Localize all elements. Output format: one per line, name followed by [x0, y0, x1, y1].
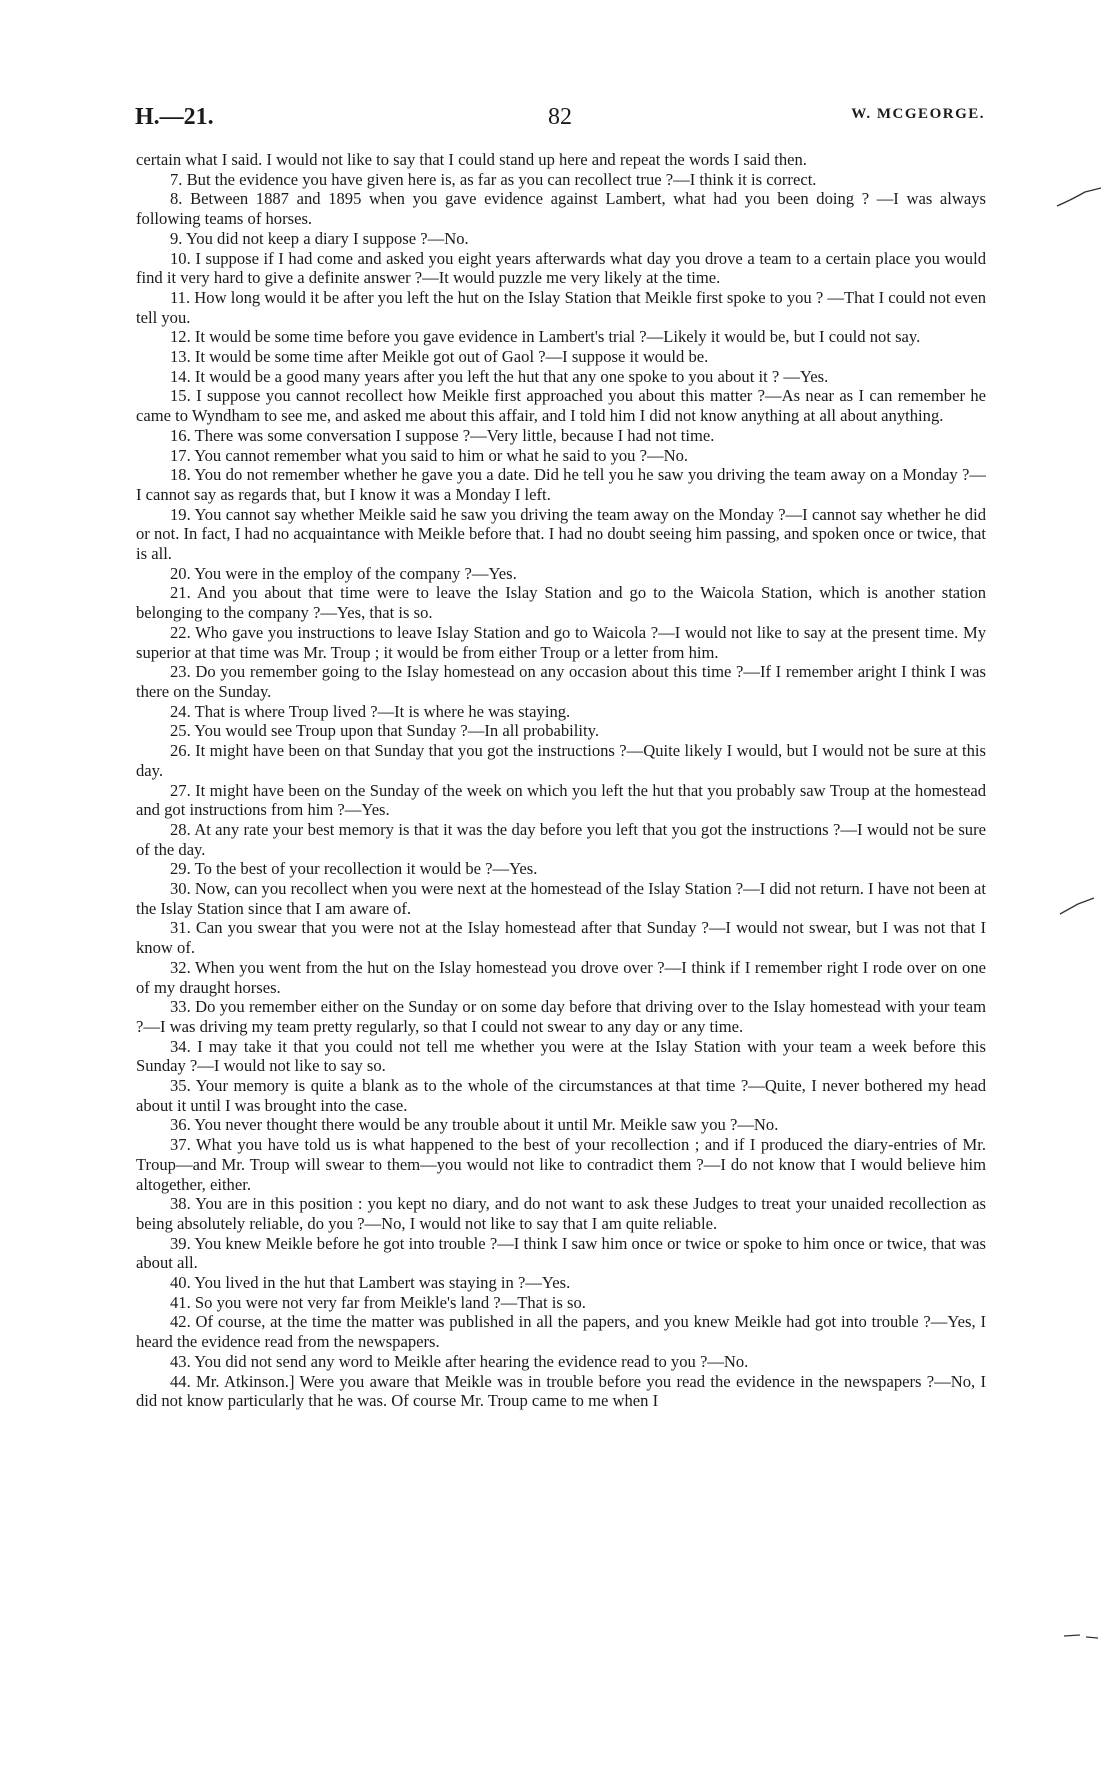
testimony-paragraph: 35. Your memory is quite a blank as to the whole of the circumstances at that time ?—Quite, I never bothered my head about it until I was brought into the case. [136, 1076, 986, 1115]
witness-name: W. MCGEORGE. [851, 106, 985, 122]
testimony-paragraph: 12. It would be some time before you gave evidence in Lambert's trial ?—Likely it would be, but I could not say. [170, 327, 921, 347]
testimony-paragraph: 32. When you went from the hut on the Islay homestead you drove over ?—I think if I remember right I rode over on one of my draught horses. [136, 957, 986, 997]
testimony-paragraph: 44. Mr. Atkinson.] Were you aware that Meikle was in trouble before you read the evidence in the newspapers ?—No, I did not know particularly that he was. Of course Mr. Troup came to me when I [136, 1371, 986, 1411]
testimony-paragraph: 17. You cannot remember what you said to him or what he said to you ?—No. [170, 445, 689, 465]
testimony-paragraph: 10. I suppose if I had come and asked you eight years afterwards what day you drove a team to a certain place you would find it very hard to give a definite answer ?—It would puzzle me very likely at the time. [136, 248, 986, 288]
testimony-paragraph: 31. Can you swear that you were not at the Islay homestead after that Sunday ?—I would not swear, but I was not that I know of. [136, 918, 986, 958]
testimony-paragraph: 39. You knew Meikle before he got into trouble ?—I think I saw him once or twice or spoke to him once or twice, that was about all. [136, 1233, 986, 1273]
margin-pencil-mark [1058, 896, 1098, 918]
page-number: 82 [548, 104, 572, 130]
testimony-paragraph: 42. Of course, at the time the matter was published in all the papers, and you knew Meikle had got into trouble ?—Yes, I heard the evidence read from the newspapers. [136, 1312, 986, 1352]
testimony-paragraph: 14. It would be a good many years after you left the hut that any one spoke to you about it ? —Yes. [170, 366, 829, 386]
testimony-paragraph: 18. You do not remember whether he gave you a date. Did he tell you he saw you driving the team away on a Monday ?—I cannot say as regards that, but I know it was a Monday I left. [136, 465, 986, 504]
testimony-paragraph: 16. There was some conversation I suppose ?—Very little, because I had not time. [170, 425, 715, 445]
testimony-paragraph: 15. I suppose you cannot recollect how Meikle first approached you about this matter ?—As near as I can remember he came to Wyndham to see me, and asked me about this affair, and I told him I did not know anything at all about anything. [136, 386, 986, 426]
testimony-paragraph: 13. It would be some time after Meikle got out of Gaol ?—I suppose it would be. [170, 347, 709, 367]
testimony-paragraph: 29. To the best of your recollection it would be ?—Yes. [170, 859, 538, 879]
testimony-paragraph: 22. Who gave you instructions to leave Islay Station and go to Waicola ?—I would not like to say at the present time. My superior at that time was Mr. Troup ; it would be from either Troup or a letter from him. [136, 622, 986, 662]
testimony-paragraph: 41. So you were not very far from Meikle's land ?—That is so. [170, 1292, 586, 1312]
testimony-paragraph: 7. But the evidence you have given here is, as far as you can recollect true ?—I think it is correct. [170, 169, 817, 189]
testimony-paragraph: 26. It might have been on that Sunday that you got the instructions ?—Quite likely I would, but I would not be sure at this day. [136, 741, 986, 780]
testimony-paragraph: certain what I said. I would not like to say that I could stand up here and repeat the words I said then. [136, 150, 807, 169]
testimony-paragraph: 23. Do you remember going to the Islay homestead on any occasion about this time ?—If I remember aright I think I was there on the Sunday. [136, 662, 986, 701]
testimony-paragraph: 19. You cannot say whether Meikle said he saw you driving the team away on the Monday ?—I cannot say whether he did or not. In fact, I had no acquaintance with Meikle before that. I had no doubt seeing him passing, and spoken once or twice, that is all. [136, 504, 986, 564]
testimony-paragraph: 21. And you about that time were to leave the Islay Station and go to the Waicola Station, which is another station belonging to the company ?—Yes, that is so. [136, 583, 986, 623]
testimony-paragraph: 38. You are in this position : you kept no diary, and do not want to ask these Judges to treat your unaided recollection as being absolutely reliable, do you ?—No, I would not like to say that I am quite reliable. [136, 1194, 986, 1233]
testimony-paragraph: 11. How long would it be after you left the hut on the Islay Station that Meikle first spoke to you ? —That I could not even tell you. [136, 287, 986, 327]
testimony-paragraph: 43. You did not send any word to Meikle after hearing the evidence read to you ?—No. [170, 1351, 749, 1371]
testimony-paragraph: 28. At any rate your best memory is that it was the day before you left that you got the instructions ?—I would not be sure of the day. [136, 819, 986, 859]
testimony-text [136, 150, 986, 1411]
testimony-paragraph: 36. You never thought there would be any trouble about it until Mr. Meikle saw you ?—No. [170, 1115, 779, 1135]
margin-pencil-mark [1055, 186, 1103, 212]
testimony-paragraph: 27. It might have been on the Sunday of the week on which you left the hut that you probably saw Troup at the homestead and got instructions from him ?—Yes. [136, 780, 986, 820]
testimony-paragraph: 8. Between 1887 and 1895 when you gave evidence against Lambert, what had you been doing ? —I was always following teams of horses. [136, 189, 986, 229]
testimony-paragraph: 20. You were in the employ of the company ?—Yes. [170, 563, 517, 583]
testimony-paragraph: 37. What you have told us is what happened to the best of your recollection ; and if I produced the diary-entries of Mr. Troup—and Mr. Troup will swear to them—you would not like to contradict them ?—I do not know that I would believe him altogether, either. [136, 1135, 986, 1194]
testimony-paragraph: 34. I may take it that you could not tell me whether you were at the Islay Station with your team a week before this Sunday ?—I would not like to say so. [136, 1036, 986, 1076]
page-header [135, 104, 985, 134]
testimony-paragraph: 33. Do you remember either on the Sunday or on some day before that driving over to the Islay homestead with your team ?—I was driving my team pretty regularly, so that I could not swear to any day or any time. [136, 997, 986, 1036]
testimony-paragraph: 40. You lived in the hut that Lambert was staying in ?—Yes. [170, 1273, 571, 1293]
margin-pencil-mark [1062, 1630, 1102, 1642]
testimony-paragraph: 9. You did not keep a diary I suppose ?—No. [170, 228, 469, 248]
testimony-paragraph: 30. Now, can you recollect when you were next at the homestead of the Islay Station ?—I did not return. I have not been at the Islay Station since that I am aware of. [136, 879, 986, 918]
testimony-paragraph: 25. You would see Troup upon that Sunday ?—In all probability. [170, 721, 599, 741]
document-reference: H.—21. [135, 104, 214, 130]
testimony-paragraph: 24. That is where Troup lived ?—It is where he was staying. [170, 701, 571, 721]
